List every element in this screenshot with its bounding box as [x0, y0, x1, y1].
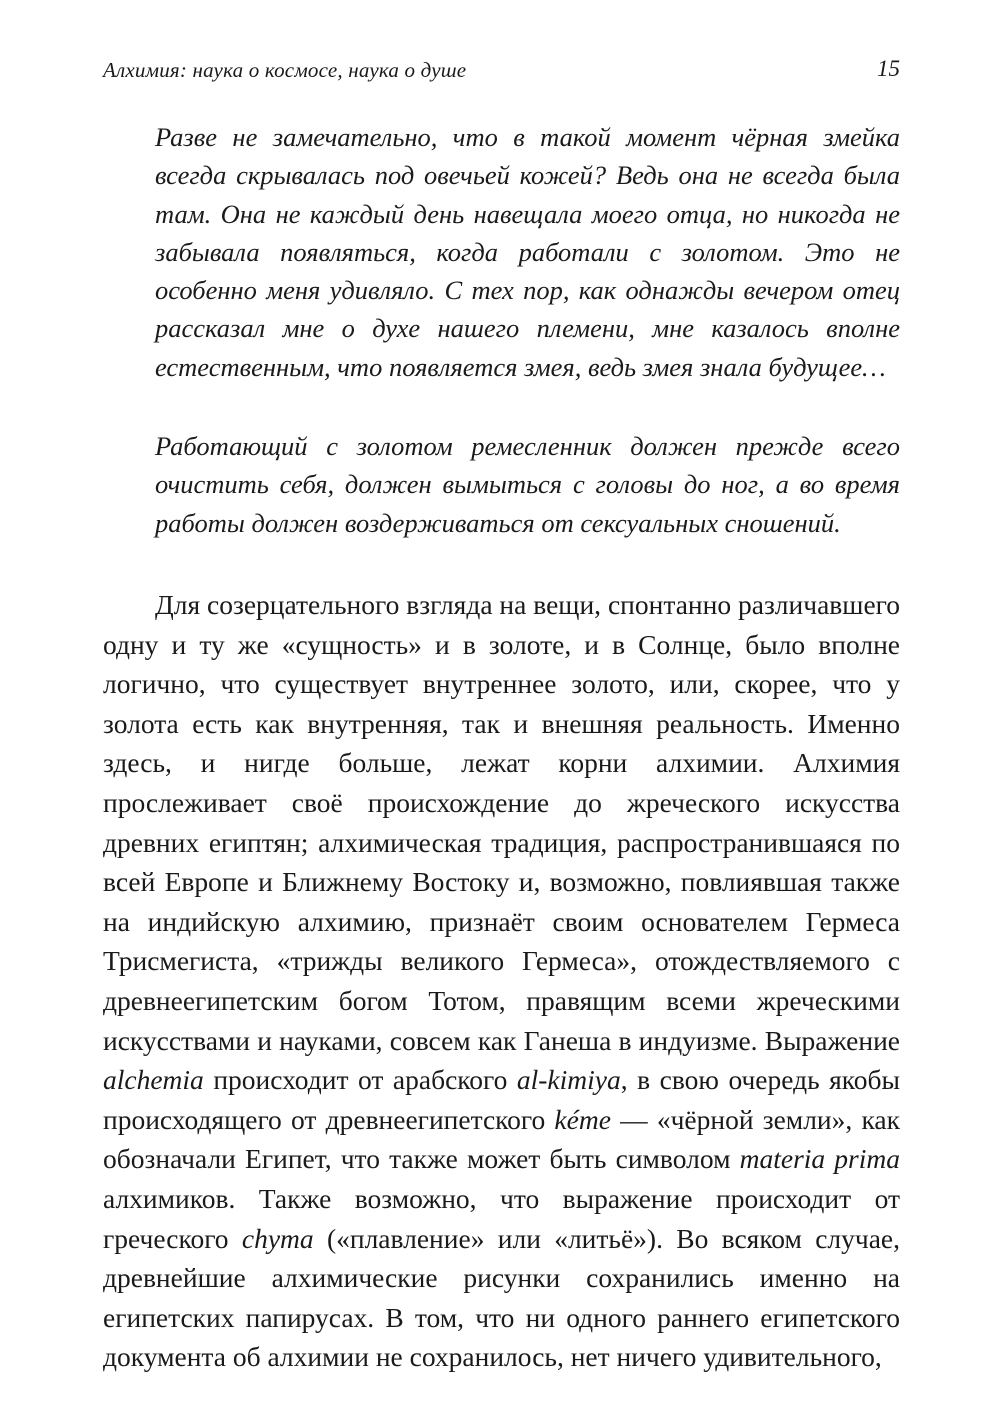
quote-paragraph-1: Разве не замечательно, что в такой момент чёрная змейка всегда скрывалась под овечьей кожей? Ведь она не всегда была там. Она не каждый день навещала моего отца, но никогда не забывала появляться, когда работали с золотом. Это не особенно меня удивляло. С тех пор, как однажды вечером отец рассказал мне о духе нашего племени, мне казалось вполне естественным, что появляется змея, ведь змея знала будущее… [155, 122, 900, 382]
body-text-1: Для созерцательного взгляда на вещи, спонтанно различавшего одну и ту же «сущность» и в золоте, и в Солнце, было вполне логично, что существует внутреннее золото, или, скорее, что у золота есть как внутренняя, так и внешняя реальность. Именно здесь, и нигде больше, лежат корни алхимии. Алхимия прослеживает своё происхождение до жреческого искусства древних египтян; алхимическая традиция, распространившаяся по всей Европе и Ближнему Востоку и, возможно, повлиявшая также на индийскую алхимию, признаёт своим основателем Гермеса Трисмегиста, «трижды великого Гермеса», отождествляемого с древнеегипетским богом Тотом, правящим всеми жреческими искусствами и науками, совсем как Ганеша в индуизме. Выражение [103, 589, 900, 1056]
term-alchemia: alchemia [103, 1064, 204, 1096]
term-chyma: chyma [241, 1222, 314, 1254]
quote-paragraph-2: Работающий с золотом ремесленник должен прежде всего очистить себя, должен вымыться с головы до ног, а во время работы должен воздерживаться от сексуальных сношений. [155, 431, 900, 538]
page-number: 15 [877, 56, 900, 81]
body-paragraph [103, 585, 900, 1377]
body-text-4: — «чёрной земли», как обозначали Египет, что также может быть символом [103, 1103, 900, 1175]
body-text-2: происходит от арабского [213, 1064, 508, 1096]
running-title: Алхимия: наука о космосе, наука о душе [103, 58, 467, 82]
term-keme: kéme [554, 1103, 611, 1135]
term-materia-prima: materia prima [739, 1143, 901, 1175]
body-text-3: , в свою очередь якобы происходящего от древнеегипетского [103, 1064, 900, 1135]
term-al-kimiya: al-kimiya [516, 1064, 621, 1096]
body-text-5: алхимиков. Также возможно, что выражение происходит от греческого [103, 1182, 900, 1254]
body-text-6: («плавление» или «литьё»). Во всяком случае, древнейшие алхимические рисунки сохранились именно на египетских папирусах. В том, что ни одного раннего египетского документа об алхимии не сохранилось, нет ничего удивительного, [103, 1222, 901, 1373]
